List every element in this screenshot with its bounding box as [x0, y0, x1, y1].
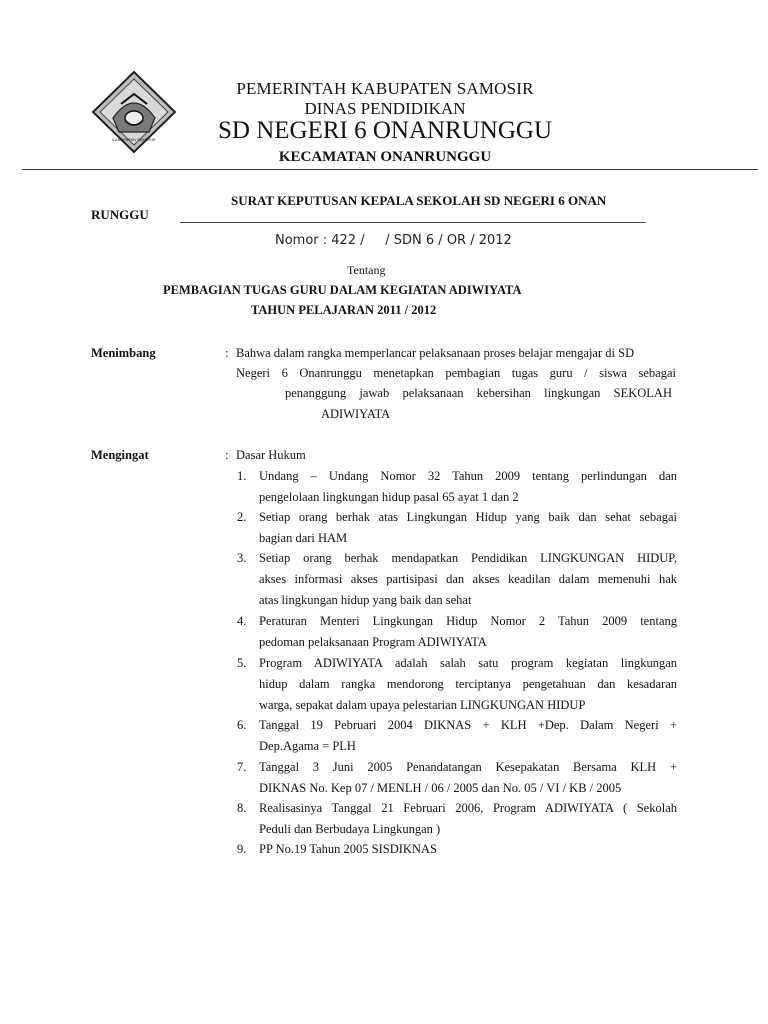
- menimbang-line-3: penanggung jawab pelaksanaan kebersihan lingkungan SEKOLAH: [285, 386, 672, 400]
- legal-item-line: Peraturan Menteri Lingkungan Hidup Nomor 2 Tahun 2009 tentang: [259, 614, 677, 628]
- legal-item-line: Tanggal 19 Pebruari 2004 DIKNAS + KLH +Dep. Dalam Negeri +: [259, 718, 677, 732]
- decree-number: Nomor : 422 / / SDN 6 / OR / 2012: [275, 233, 512, 248]
- legal-item-number: 7.: [237, 760, 247, 774]
- letterhead-government: PEMERINTAH KABUPATEN SAMOSIR: [236, 79, 534, 98]
- legal-item-line: Undang – Undang Nomor 32 Tahun 2009 tentang perlindungan dan: [259, 469, 677, 483]
- legal-item-line: warga, sepakat dalam upaya pelestarian LINGKUNGAN HIDUP: [259, 697, 586, 712]
- legal-item-line: Program ADIWIYATA adalah salah satu program kegiatan lingkungan: [259, 656, 677, 670]
- decree-title-underline: [180, 222, 646, 223]
- legal-item-number: 5.: [237, 656, 247, 670]
- legal-item-line: Dep.Agama = PLH: [259, 738, 356, 753]
- legal-item-line: bagian dari HAM: [259, 530, 348, 545]
- menimbang-colon: :: [225, 346, 229, 360]
- legal-item-number: 8.: [237, 801, 247, 815]
- legal-item-number: 9.: [237, 842, 247, 856]
- legal-item-line: pedoman pelaksanaan Program ADIWIYATA: [259, 634, 487, 649]
- letterhead-district: KECAMATAN ONANRUNGGU: [278, 149, 492, 165]
- menimbang-line-4: ADIWIYATA: [321, 407, 391, 421]
- legal-item-line: Tanggal 3 Juni 2005 Penandatangan Kesepakatan Bersama KLH +: [259, 760, 677, 774]
- decree-title: SURAT KEPUTUSAN KEPALA SEKOLAH SD NEGERI 6 ONAN: [231, 193, 607, 208]
- legal-item-line: Realisasinya Tanggal 21 Februari 2006, Program ADIWIYATA ( Sekolah: [259, 801, 677, 815]
- legal-item-line: akses informasi akses partisipasi dan akses keadilan dalam memenuhi hak: [259, 571, 677, 586]
- letterhead-school: SD NEGERI 6 ONANRUNGGU: [217, 117, 553, 144]
- decree-title-continued: RUNGGU: [91, 207, 149, 222]
- mengingat-colon: :: [225, 448, 229, 462]
- letterhead-divider: [22, 169, 758, 170]
- legal-item-number: 6.: [237, 718, 247, 732]
- letterhead-department: DINAS PENDIDIKAN: [304, 99, 466, 118]
- mengingat-intro: Dasar Hukum: [236, 448, 306, 462]
- legal-item-line: Setiap orang berhak atas Lingkungan Hidup yang baik dan sehat sebagai: [259, 510, 677, 524]
- legal-item-number: 2.: [237, 510, 247, 524]
- legal-item-line: Setiap orang berhak mendapatkan Pendidikan LINGKUNGAN HIDUP,: [259, 551, 677, 565]
- decree-subject-year: TAHUN PELAJARAN 2011 / 2012: [251, 303, 437, 317]
- legal-item-line: hidup dalam rangka mendorong terciptanya pengetahuan dan kesadaran: [259, 676, 677, 691]
- menimbang-line-2: Negeri 6 Onanrunggu menetapkan pembagian tugas guru / siswa sebagai: [236, 366, 676, 380]
- legal-item-line: PP No.19 Tahun 2005 SISDIKNAS: [259, 842, 437, 856]
- legal-item-number: 4.: [237, 614, 247, 628]
- legal-item-line: Peduli dan Berbudaya Lingkungan ): [259, 821, 441, 836]
- menimbang-line-1: Bahwa dalam rangka memperlancar pelaksanaan proses belajar mengajar di SD: [236, 346, 635, 360]
- menimbang-label: Menimbang: [91, 346, 156, 360]
- legal-item-number: 1.: [237, 469, 247, 483]
- mengingat-label: Mengingat: [91, 448, 149, 462]
- legal-item-number: 3.: [237, 551, 247, 565]
- logo-caption: KABUPATEN SAMOSIR: [112, 137, 156, 142]
- legal-item-line: pengelolaan lingkungan hidup pasal 65 ayat 1 dan 2: [259, 489, 519, 504]
- decree-subject: PEMBAGIAN TUGAS GURU DALAM KEGIATAN ADIWIYATA: [163, 283, 522, 297]
- about-label: Tentang: [347, 263, 386, 277]
- legal-item-line: atas lingkungan hidup yang baik dan sehat: [259, 592, 472, 607]
- legal-item-line: DIKNAS No. Kep 07 / MENLH / 06 / 2005 dan No. 05 / VI / KB / 2005: [259, 780, 622, 795]
